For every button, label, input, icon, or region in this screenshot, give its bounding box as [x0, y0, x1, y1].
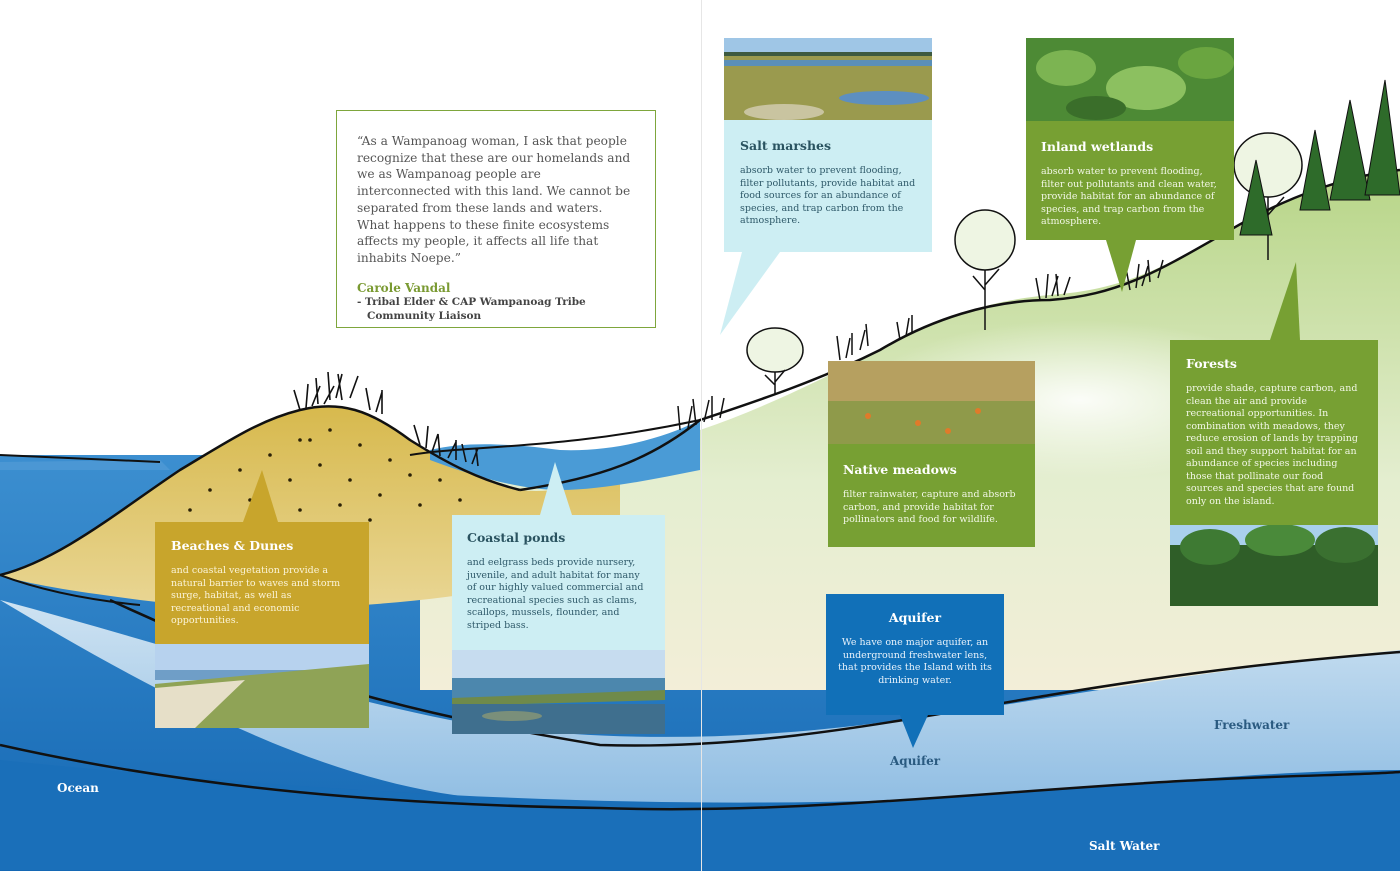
inland-wetlands-title: Inland wetlands: [1041, 139, 1154, 154]
salt-water-label: Salt Water: [1089, 839, 1160, 853]
page-spine: [701, 0, 702, 871]
inland-wetlands-photo: [1026, 38, 1234, 121]
quote-box: [336, 110, 656, 328]
beaches-dunes-title: Beaches & Dunes: [171, 538, 294, 553]
beaches-dunes-text: and coastal vegetation provide a natural barrier to waves and storm surge, habitat, as well as recreational and economic opportunities.: [171, 565, 341, 627]
beaches-dunes-callout: [155, 522, 369, 644]
quote-text: “As a Wampanoag woman, I ask that people recognize that these are our homelands and we as Wampanoag people are interconnected with this land. We cannot be separated from these lands and waters. What happens to these finite ecosystems affects my people, it affects all life that inhabits Noepe.”: [357, 134, 631, 265]
native-meadows-title: Native meadows: [843, 462, 957, 477]
salt-marshes-text: absorb water to prevent flooding, filter pollutants, provide habitat and food sources for an abundance of species, and trap carbon from the atmosphere.: [740, 165, 916, 227]
aquifer-label: Aquifer: [890, 754, 941, 768]
forests-title: Forests: [1186, 356, 1237, 371]
coastal-ponds-callout: [452, 515, 665, 650]
salt-marsh-photo: [724, 38, 932, 120]
native-meadows-photo: [828, 361, 1035, 444]
quote-author: Carole Vandal: [357, 280, 451, 295]
coastal-ponds-title: Coastal ponds: [467, 530, 566, 545]
quote-role-line2: Community Liaison: [367, 309, 482, 322]
aquifer-text: We have one major aquifer, an underground freshwater lens, that provides the Island with its drinking water.: [838, 637, 992, 686]
salt-marshes-title: Salt marshes: [740, 138, 832, 153]
native-meadows-text: filter rainwater, capture and absorb carbon, and provide habitat for pollinators and food for wildlife.: [843, 489, 1016, 526]
aquifer-callout: [826, 594, 1004, 715]
inland-wetlands-text: absorb water to prevent flooding, filter out pollutants and clean water, provide habitat for an abundance of species, and trap carbon from the atmosphere.: [1041, 166, 1217, 228]
quote-role-line1: - Tribal Elder & CAP Wampanoag Tribe: [357, 295, 586, 308]
aquifer-title: Aquifer: [888, 610, 942, 625]
coastal-ponds-text: and eelgrass beds provide nursery, juvenile, and adult habitat for many of our highly valued commercial and recreational species such as clams, scallops, mussels, flounder, and striped bass.: [467, 557, 644, 631]
native-meadows-callout: [828, 444, 1035, 547]
salt-marshes-pointer: [720, 252, 780, 335]
beaches-dunes-photo: [155, 644, 369, 728]
forests-photo: [1170, 525, 1378, 606]
coastal-ponds-photo: [452, 650, 665, 734]
forests-callout: [1170, 340, 1378, 525]
forests-text: provide shade, capture carbon, and clean the air and provide recreational opportunities. In combination with meadows, they reduce erosion of lands by trapping soil and they support habitat for an abundance of species including those that pollinate our food sources and species that are found only on the island.: [1186, 383, 1358, 507]
ocean-label: Ocean: [57, 781, 99, 795]
inland-wetlands-callout: [1026, 121, 1234, 240]
salt-marshes-callout: [724, 120, 932, 252]
freshwater-label: Freshwater: [1214, 718, 1290, 732]
